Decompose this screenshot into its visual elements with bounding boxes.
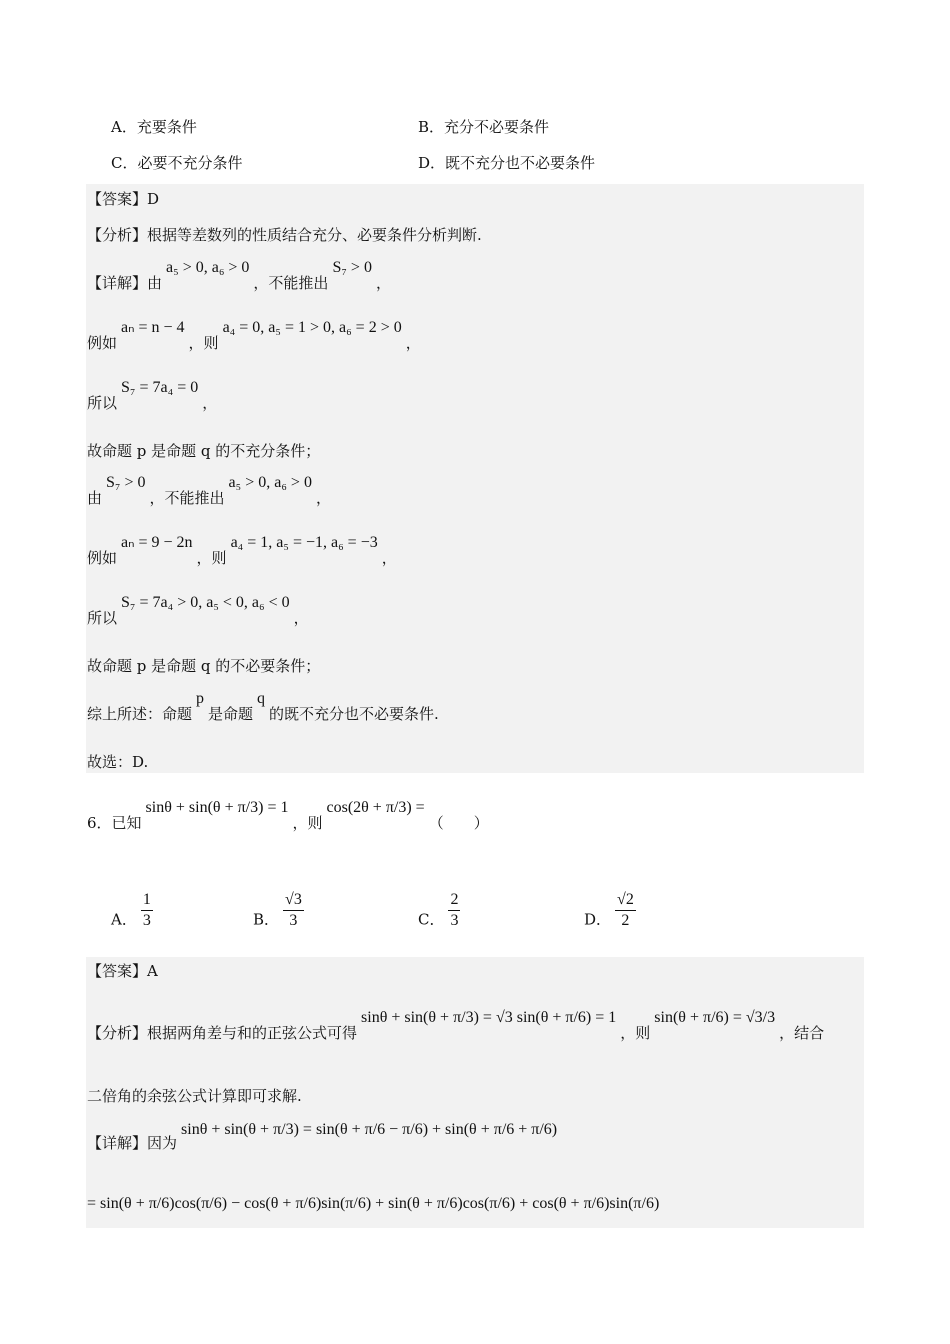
text: 由 — [87, 489, 103, 507]
math: a₅ > 0, a₆ > 0 — [166, 259, 250, 276]
math: a₄ = 0, a₅ = 1 > 0, a₆ = 2 > 0 — [222, 319, 402, 336]
text: ，则 — [292, 814, 323, 832]
text: 所以 — [87, 394, 118, 412]
numerator: √2 — [615, 890, 636, 911]
q6-option-c — [418, 891, 460, 941]
text: 例如 — [87, 334, 118, 352]
q5-example1 — [87, 319, 421, 354]
q6-option-a — [111, 891, 153, 941]
q5-option-c: C．必要不充分条件 — [111, 154, 243, 172]
q6-analysis — [87, 1009, 825, 1044]
fraction — [615, 890, 636, 931]
fraction — [448, 890, 460, 931]
math: aₙ = 9 − 2n — [121, 534, 193, 551]
option-letter: D． — [584, 910, 612, 929]
denominator: 3 — [142, 912, 151, 929]
q5-answer: 【答案】D — [87, 190, 160, 208]
text: 的既不充分也不必要条件. — [269, 705, 439, 723]
math: sin(θ + π/6) = √3/3 — [654, 1009, 776, 1026]
denominator: 3 — [450, 912, 459, 929]
math: sinθ + sin(θ + π/3) = sin(θ + π/6 − π/6) + sin(θ + π/6 + π/6) — [181, 1121, 558, 1138]
math: S₇ > 0 — [332, 259, 372, 276]
q5-option-a: A．充要条件 — [111, 118, 197, 136]
fraction — [283, 890, 304, 931]
numerator: 1 — [141, 890, 153, 911]
q5-detail-line1 — [87, 259, 391, 294]
denominator: 3 — [289, 912, 298, 929]
text: ， — [293, 609, 309, 627]
math: sinθ + sin(θ + π/3) = 1 — [145, 799, 289, 816]
question-number: 6．已知 — [87, 814, 142, 832]
math: = sin(θ + π/6)cos(π/6) − cos(θ + π/6)sin(π/6) + sin(θ + π/6)cos(π/6) + cos(θ + π/6)sin(π/6) — [87, 1195, 660, 1212]
q6-detail-expansion — [87, 1193, 663, 1214]
text: ， — [375, 274, 391, 292]
math: S₇ > 0 — [106, 474, 146, 491]
q5-reverse — [87, 474, 331, 509]
q6-option-d — [584, 891, 636, 941]
text: ，则 — [620, 1024, 651, 1042]
text: ，则 — [196, 549, 227, 567]
q6-answer: 【答案】A — [87, 962, 158, 980]
q5-conclusion1: 故命题 p 是命题 q 的不充分条件； — [87, 442, 321, 460]
q5-analysis: 【分析】根据等差数列的性质结合充分、必要条件分析判断. — [87, 226, 482, 244]
math: S₇ = 7a₄ > 0, a₅ < 0, a₆ < 0 — [121, 594, 290, 611]
math: S₇ = 7a₄ = 0 — [121, 379, 199, 396]
q6-analysis-cont: 二倍角的余弦公式计算即可求解. — [87, 1087, 302, 1105]
q6-option-b — [253, 891, 304, 941]
option-letter: C． — [418, 910, 445, 929]
option-letter: B． — [253, 910, 280, 929]
text: 【分析】根据两角差与和的正弦公式可得 — [87, 1024, 358, 1042]
q5-example2 — [87, 534, 397, 569]
q5-so1 — [87, 379, 218, 414]
text: ， — [381, 549, 397, 567]
math: q — [257, 690, 266, 707]
text: ，结合 — [779, 1024, 825, 1042]
text: ，则 — [188, 334, 219, 352]
math: p — [196, 690, 205, 707]
math: sinθ + sin(θ + π/3) = √3 sin(θ + π/6) = 1 — [361, 1009, 617, 1026]
option-letter: A． — [111, 910, 137, 929]
q5-option-b: B．充分不必要条件 — [418, 118, 550, 136]
q5-option-d: D．既不充分也不必要条件 — [418, 154, 596, 172]
text: ，不能推出 — [253, 274, 329, 292]
q5-summary — [87, 690, 439, 725]
q5-choose: 故选：D. — [87, 753, 149, 771]
fraction — [141, 890, 153, 931]
math: cos(2θ + π/3) = — [326, 799, 425, 816]
numerator: 2 — [448, 890, 460, 911]
text: 所以 — [87, 609, 118, 627]
text: 例如 — [87, 549, 118, 567]
text: ，不能推出 — [149, 489, 225, 507]
math: a₅ > 0, a₆ > 0 — [228, 474, 312, 491]
text: 【详解】因为 — [87, 1134, 178, 1152]
text: ， — [315, 489, 331, 507]
denominator: 2 — [621, 912, 630, 929]
text: 是命题 — [208, 705, 254, 723]
text: ， — [202, 394, 218, 412]
text: 综上所述：命题 — [87, 705, 193, 723]
math: a₄ = 1, a₅ = −1, a₆ = −3 — [230, 534, 378, 551]
q5-so2 — [87, 594, 309, 629]
q6-stem — [87, 799, 489, 834]
answer-blank: （ ） — [428, 814, 489, 832]
numerator: √3 — [283, 890, 304, 911]
q5-conclusion2: 故命题 p 是命题 q 的不必要条件； — [87, 657, 321, 675]
text: ， — [405, 334, 421, 352]
detail-label: 【详解】由 — [87, 274, 163, 292]
q6-detail — [87, 1121, 561, 1154]
math: aₙ = n − 4 — [121, 319, 185, 336]
